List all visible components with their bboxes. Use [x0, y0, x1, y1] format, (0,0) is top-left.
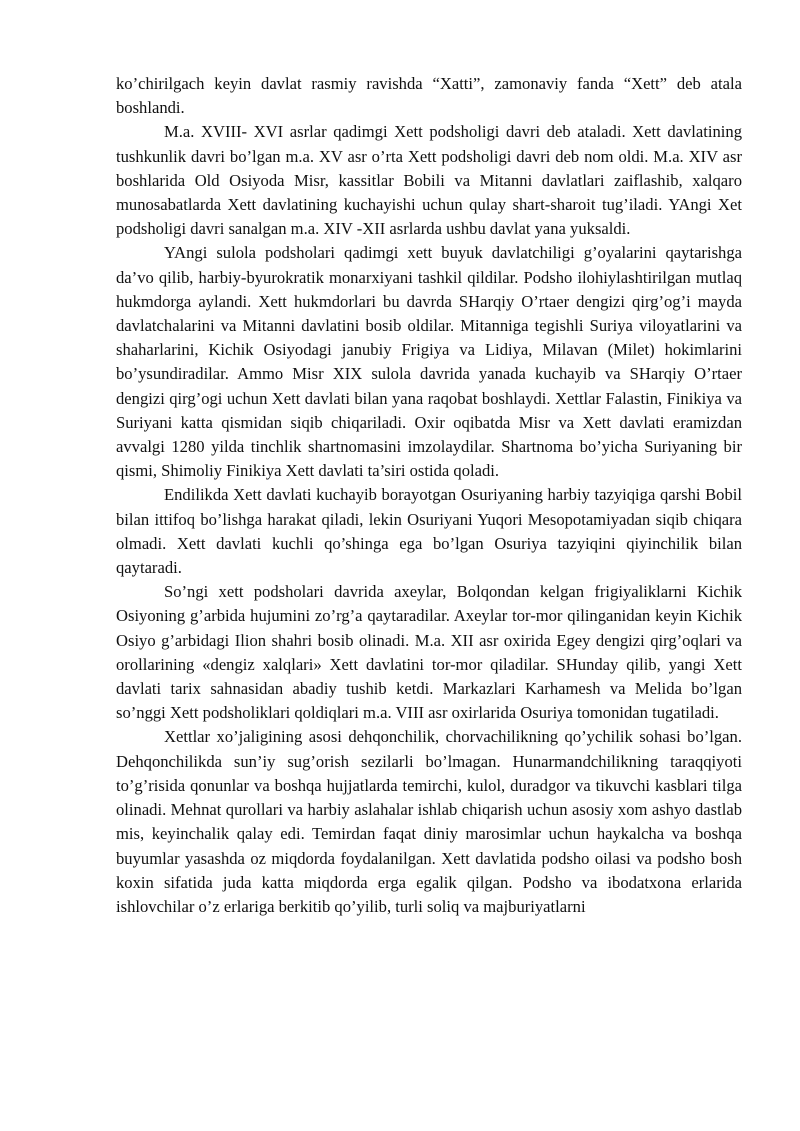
document-body — [116, 72, 742, 919]
paragraph-new-dynasty: YAngi sulola podsholari qadimgi xett buyuk davlatchiligi g’oyalarini qaytarishga da’vo qilib, harbiy-byurokratik monarxiyani tashkil qildilar. Podsho ilohiylashtirilgan mutlaq hukmdorga aylandi. Xett hukmdorlari bu davrda SHarqiy O’rtaer dengizi qirg’og’i mayda davlatchalarini va Mitanni davlatini bosib oldilar. Mitanniga tegishli Suriya viloyatlarini va shaharlarini, Kichik Osiyodagi janubiy Frigiya va Lidiya, Milavan (Milet) hokimlarini bo’ysundiradilar. Ammo Misr XIX sulola davrida yanada kuchayib va SHarqiy O’rtaer dengizi qirg’ogi uchun Xett davlati bilan yana raqobat boshlaydi. Xettlar Falastin, Finikiya va Suriyani katta qismidan siqib chiqariladi. Oxir oqibatda Misr va Xett davlati eramizdan avvalgi 1280 yilda tinchlik shartnomasini imzolaydilar. Shartnoma bo’yicha Suriyaning bir qismi, Shimoliy Finikiya Xett davlati ta’siri ostida qoladi. — [116, 243, 742, 481]
paragraph-continued: ko’chirilgach keyin davlat rasmiy ravishda “Xatti”, zamonaviy fanda “Xett” deb atala boshlandi. — [116, 74, 742, 118]
paragraph-xett-periods: M.a. XVIII- XVI asrlar qadimgi Xett podsholigi davri deb ataladi. Xett davlatining tushkunlik davri bo’lgan m.a. XV asr o’rta Xett podsholigi davri deb nom oldi. M.a. XIV asr boshlarida Old Osiyoda Misr, kassitlar Bobili va Mitanni davlatlari zaiflashib, xalqaro munosabatlarda Xett davlatining kuchayishi uchun qulay shart-sharoit tug’iladi. YAngi Xet podsholigi davri sanalgan m.a. XIV -XII asrlarda ushbu davlat yana yuksaldi. — [116, 122, 742, 239]
paragraph-last-kings: So’ngi xett podsholari davrida axeylar, Bolqondan kelgan frigiyaliklarni Kichik Osiyoning g’arbida hujumini zo’rg’a qaytaradilar. Axeylar tor-mor qilinganidan keyin Kichik Osiyo g’arbidagi Ilion shahri bosib olinadi. M.a. XII asr oxirida Egey dengizi qirg’oqlari va orollarining «dengiz xalqlari» Xett davlatini tor-mor qiladilar. SHunday qilib, yangi Xett davlati tarix sahnasidan abadiy tushib ketdi. Markazlari Karhamesh va Melida bo’lgan so’nggi Xett podsholiklari qoldiqlari m.a. VIII asr oxirlarida Osuriya tomonidan tugatiladi. — [116, 582, 742, 723]
paragraph-osuriya-pressure: Endilikda Xett davlati kuchayib borayotgan Osuriyaning harbiy tazyiqiga qarshi Bobil bilan ittifoq bo’lishga harakat qiladi, lekin Osuriyani Yuqori Mesopotamiyadan siqib chiqara olmadi. Xett davlati kuchli qo’shinga ega bo’lgan Osuriya tazyiqini qiyinchilik bilan qaytaradi. — [116, 485, 742, 578]
paragraph-economy: Xettlar xo’jaligining asosi dehqonchilik, chorvachilikning qo’ychilik sohasi bo’lgan. Dehqonchilikda sun’iy sug’orish sezilarli bo’lmagan. Hunarmandchilikning taraqqiyoti to’g’risida qonunlar va boshqa hujjatlarda temirchi, kulol, duradgor va tikuvchi kasblari tilga olinadi. Mehnat qurollari va harbiy aslahalar ishlab chiqarish uchun asosiy xom ashyo dastlab mis, keyinchalik qalay edi. Temirdan faqat diniy marosimlar uchun haykalcha va boshqa buyumlar yasashda oz miqdorda foydalanilgan. Xett davlatida podsho oilasi va podsho bosh koxin sifatida juda katta miqdorda erga egalik qilgan. Podsho va ibodatxona erlarida ishlovchilar o’z erlariga berkitib qo’yilib, turli soliq va majburiyatlarni — [116, 727, 742, 916]
